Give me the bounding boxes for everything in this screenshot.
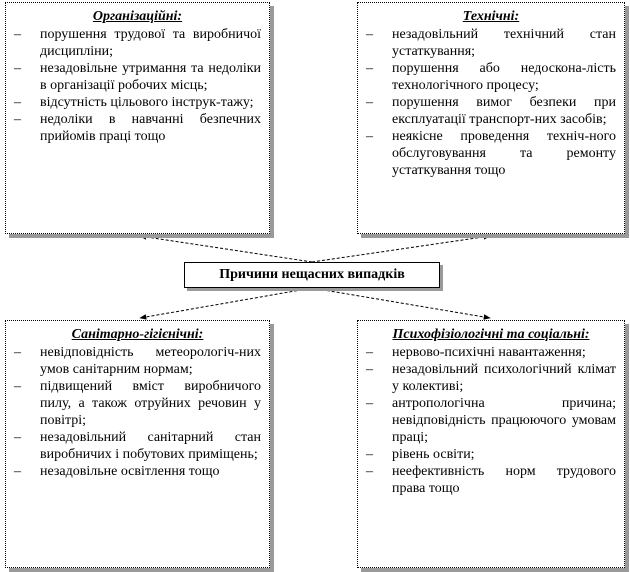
arrow-to-sanitary <box>140 288 312 318</box>
organizational-title: Організаційні: <box>92 9 183 24</box>
list-item: – незадовільний психологічний клімат у колективі; <box>366 361 616 395</box>
arrow-to-technical <box>312 236 490 262</box>
list-item: – порушення трудової та виробничої дисципліни; <box>14 26 261 60</box>
list-item: – рівень освіти; <box>366 446 616 463</box>
list-item: – незадовільне освітлення тощо <box>14 463 261 480</box>
technical-title: Технічні: <box>462 9 520 24</box>
list-item: – неякісне проведення техніч-ного обслуговування та ремонту устаткування тощо <box>366 128 616 179</box>
list-item: – антропологічна причина; невідповідність працюючого умовам праці; <box>366 395 616 446</box>
sanitary-title: Санітарно-гігієнічні: <box>71 327 204 342</box>
psycho-title: Психофізіологічні та соціальні: <box>392 327 590 342</box>
arrow-to-organizational <box>140 236 312 262</box>
list-item: – порушення або недоскона-лість технологічного процесу; <box>366 60 616 94</box>
technical-causes-box <box>357 2 625 234</box>
list-item: – порушення вимог безпеки при експлуатації транспорт-них засобів; <box>366 94 616 128</box>
list-item: – незадовільне утримання та недоліки в організації робочих місць; <box>14 60 261 94</box>
list-item: – незадовільний санітарний стан виробничих і побутових приміщень; <box>14 429 261 463</box>
list-item: – нервово-психічні навантаження; <box>366 344 616 361</box>
arrow-to-psycho <box>312 288 490 318</box>
organizational-causes-box <box>5 2 270 234</box>
list-item: – неефективність норм трудового права тощо <box>366 463 616 497</box>
psycho-list <box>366 344 616 497</box>
list-item: – відсутність цільового інструк-тажу; <box>14 94 261 111</box>
organizational-list <box>14 26 261 145</box>
sanitary-causes-box <box>5 320 270 568</box>
technical-list <box>366 26 616 179</box>
psycho-causes-box <box>357 320 625 568</box>
list-item: – підвищений вміст виробничого пилу, а також отруйних речовин у повітрі; <box>14 378 261 429</box>
sanitary-list <box>14 344 261 480</box>
list-item: – незадовільний технічний стан устаткування; <box>366 26 616 60</box>
list-item: – недоліки в навчанні безпечних прийомів праці тощо <box>14 111 261 145</box>
accident-causes-center: Причини нещасних випадків <box>184 262 440 288</box>
list-item: – невідповідність метеорологіч-них умов санітарним нормам; <box>14 344 261 378</box>
